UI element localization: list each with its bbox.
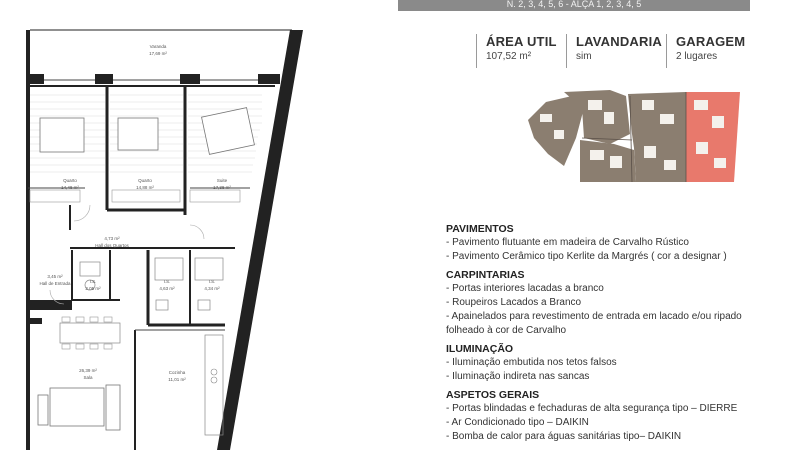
area-sala: 26,39 m² bbox=[79, 368, 97, 373]
area-quarto-2: 14,88 m² bbox=[136, 185, 154, 190]
area-cozinha: 11,01 m² bbox=[168, 377, 186, 382]
label-is-2: I.S. bbox=[163, 279, 171, 284]
area-hall-quartos: 4,73 m² bbox=[104, 236, 120, 241]
list-item: - Pavimento flutuante em madeira de Carvalho Rústico bbox=[446, 237, 689, 248]
stat-key: GARAGEM bbox=[676, 34, 746, 49]
list-item: - Roupeiros Lacados a Branco bbox=[446, 297, 582, 308]
section-title: PAVIMENTOS bbox=[446, 223, 514, 235]
list-item: - Portas interiores lacadas a branco bbox=[446, 283, 604, 294]
stat-value: 107,52 m² bbox=[486, 51, 532, 62]
list-item: - Pavimento Cerâmico tipo Kerlite da Margrés ( cor a designar ) bbox=[446, 251, 727, 262]
stats-row bbox=[476, 34, 776, 68]
label-quarto-2: Quarto bbox=[138, 178, 152, 183]
list-item: - Apainelados para revestimento de entrada em lacado e/ou ripado folheado à cor de Carvalho bbox=[446, 311, 742, 336]
list-item: - Ar Condicionado tipo – DAIKIN bbox=[446, 417, 589, 428]
list-item: - Iluminação indireta nas sancas bbox=[446, 371, 590, 382]
stat-value: sim bbox=[576, 51, 592, 62]
area-suite: 17,38 m² bbox=[213, 185, 231, 190]
area-varanda: 17,69 m² bbox=[149, 51, 167, 56]
section-title: ASPETOS GERAIS bbox=[446, 389, 540, 401]
section-carpintarias bbox=[446, 268, 796, 338]
key-plan bbox=[524, 90, 744, 186]
header-bar bbox=[398, 0, 750, 11]
stat-lavandaria bbox=[566, 34, 662, 68]
stat-key: ÁREA UTIL bbox=[486, 34, 557, 49]
stat-garagem bbox=[666, 34, 745, 68]
stat-area-util bbox=[476, 34, 557, 68]
label-quarto-1: Quarto bbox=[63, 178, 77, 183]
list-item: - Bomba de calor para águas sanitárias tipo– DAIKIN bbox=[446, 431, 682, 442]
floor-plan bbox=[0, 0, 310, 450]
specs-list bbox=[446, 222, 796, 448]
section-title: CARPINTARIAS bbox=[446, 269, 525, 281]
header-text: N. 2, 3, 4, 5, 6 - ALÇA 1, 2, 3, 4, 5 bbox=[506, 0, 642, 9]
label-varanda: Varanda bbox=[149, 44, 167, 49]
label-cozinha: Cozinha bbox=[168, 370, 186, 375]
stat-value: 2 lugares bbox=[676, 51, 718, 62]
section-title: ILUMINAÇÃO bbox=[446, 343, 514, 355]
label-hall-entrada: Hall de Entrada bbox=[39, 281, 71, 286]
list-item: - Portas blindadas e fechaduras de alta segurança tipo – DIERRE bbox=[446, 403, 738, 414]
area-is-3: 4,34 m² bbox=[204, 286, 220, 291]
area-is-2: 4,63 m² bbox=[159, 286, 175, 291]
area-is-1: 2,05 m² bbox=[85, 286, 101, 291]
section-pavimentos bbox=[446, 222, 796, 264]
label-hall-quartos: Hall dos Quartos bbox=[95, 243, 129, 248]
section-iluminacao bbox=[446, 342, 796, 384]
list-item: - Iluminação embutida nos tetos falsos bbox=[446, 357, 617, 368]
label-sala: Sala bbox=[83, 375, 93, 380]
area-hall-entrada: 3,45 m² bbox=[47, 274, 63, 279]
stat-key: LAVANDARIA bbox=[576, 34, 663, 49]
label-suite: Suite bbox=[216, 178, 228, 183]
label-is-1: I.S. bbox=[89, 279, 97, 284]
label-is-3: I.S. bbox=[208, 279, 216, 284]
section-aspetos-gerais bbox=[446, 388, 796, 444]
area-quarto-1: 14,48 m² bbox=[61, 185, 79, 190]
